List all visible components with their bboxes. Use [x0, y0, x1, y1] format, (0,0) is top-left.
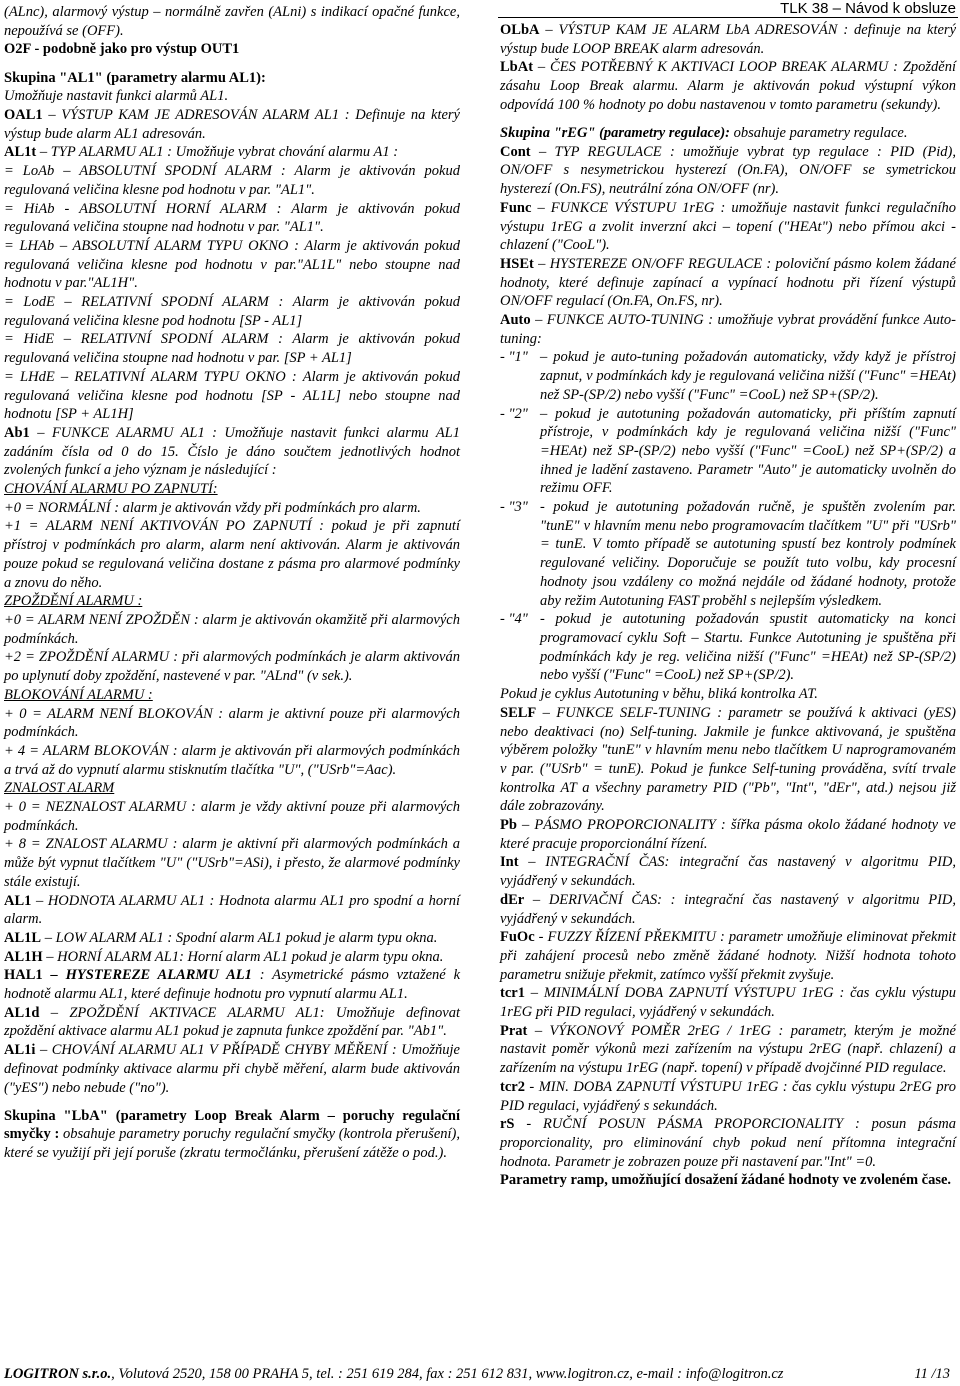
param-term: Cont: [500, 143, 531, 160]
param-desc: – FUNKCE VÝSTUPU 1rEG : umožňuje nastavit funkci regulačního výstupu 1rEG a zvolit inverzní akci – topení ("HEAt") nebo přímou akci - chlazení ("CooL").: [500, 199, 956, 254]
section-intro-reg: obsahuje parametry regulace.: [729, 125, 908, 142]
param-term: AL1: [4, 892, 32, 909]
param-desc: - MIN. DOBA ZAPNUTÍ VÝSTUPU 1rEG : čas cyklu výstupu 2rEG pro PID regulaci, vyjádřený s sekundách.: [500, 1078, 956, 1114]
section-heading-ramp: Parametry ramp, umožňující dosažení žádané hodnoty ve zvoleném čase.: [500, 1172, 952, 1189]
param-olba: [500, 21, 956, 58]
param-tcr1: [500, 984, 956, 1021]
list-marker: - "1": [500, 349, 528, 366]
param-desc: – CHOVÁNÍ ALARMU AL1 V PŘÍPADĚ CHYBY MĚŘENÍ : Umožňuje definovat podmínky aktivace alarmu při chybě měření, alarm bude aktivován ("yES") nebo nebude ("no").: [4, 1042, 460, 1096]
section-heading-reg: Skupina "rEG" (parametry regulace):: [500, 125, 730, 142]
param-desc: – FUNKCE ALARMU AL1 : Umožňuje nastavit funkci alarmu AL1 zadáním čísla od 0 do 15. Číslo je dáno součtem jednotlivých hodnot zvolených funkcí a jeho význam je následující :: [4, 424, 460, 479]
subheading-chovani: CHOVÁNÍ ALARMU PO ZAPNUTÍ:: [4, 481, 218, 498]
param-term: Pb: [500, 817, 517, 834]
param-desc: – LOW ALARM AL1 : Spodní alarm AL1 pokud je alarm typu okna.: [41, 929, 438, 946]
param-term: AL1d: [4, 1004, 40, 1021]
param-term: OLbA: [500, 22, 540, 38]
option-hiab: = HiAb - ABSOLUTNÍ HORNÍ ALARM : Alarm je aktivován pokud regulovaná veličina stoupne nad hodnotu v par. "AL1".: [4, 200, 460, 236]
option-hide: = HidE – RELATIVNÍ SPODNÍ ALARM : Alarm je aktivován pokud regulovaná veličina stoupne nad hodnotu v par. [SP + AL1]: [4, 331, 460, 367]
list-item: [500, 348, 956, 404]
list-marker: - "4": [500, 611, 528, 628]
param-int: [500, 853, 956, 890]
param-der: [500, 891, 956, 928]
list-text: – pokud je auto-tuning požadován automaticky, vždy když je přístroj zapnut, v podmínkách kdy je regulovaná veličina nižší ("Func" =HEAt) než SP-(SP/2) nebo vyšší ("Func" =CooL) než SP+(SP/2).: [540, 349, 956, 403]
list-item: [500, 498, 956, 610]
list-item: [500, 405, 956, 499]
section-intro-lba: obsahuje parametry poruchy regulační smyčky (kontrola přerušení), které se využijí při její poruše (zkratu termočlánku, přerušení zátěže o pod.).: [4, 1126, 460, 1162]
option-ch1: +1 = ALARM NENÍ AKTIVOVÁN PO ZAPNUTÍ : pokud je při zapnutí přístroj v podmínkách pro alarm, alarm není aktivován. Alarm je aktivován pouze pokud se regulovaná veličina dostane z pásma pro alarmové podmínky a znovu do něho.: [4, 518, 460, 591]
param-term: AL1t: [4, 144, 37, 161]
param-pb: [500, 816, 956, 853]
option-zp2: +2 = ZPOŽDĚNÍ ALARMU : při alarmových podmínkách je alarm aktivován po uplynutí doby zpoždění, nastevené v par. "ALnd" (v sek.).: [4, 649, 460, 685]
param-desc: – DERIVAČNÍ ČAS: : integrační čas nastavený v algoritmu PID, vyjádřený v sekundách.: [500, 891, 956, 927]
page-footer: [4, 1365, 956, 1383]
param-term: Int: [500, 854, 519, 871]
footer-company: LOGITRON s.r.o.: [4, 1366, 112, 1382]
option-zn0: + 0 = NEZNALOST ALARMU : alarm je vždy aktivní pouze při alarmových podmínkách.: [4, 799, 460, 834]
list-text: – pokud je autotuning požadován automaticky, při příštím zapnutí přístroje, v podmínkách kdy je regulovaná veličina nižší ("Func" =HEAt) než SP-(SP/2) nebo vyšší ("Func" =CooL) než SP+(SP/2) a ihned je ladění zastaveno. Parametr "Auto" je automaticky uvolněn do režimu OFF.: [540, 405, 956, 497]
option-lhde: = LHdE – RELATIVNÍ ALARM TYPU OKNO : Alarm je aktivován pokud regulovaná veličina klesne pod hodnotu [SP - AL1L] nebo stoupne nad hodnotu [SP + AL1H]: [4, 368, 460, 423]
param-desc: – VÝKONOVÝ POMĚR 2rEG / 1rEG : parametr, kterým je možné nastavit poměr výkonů mezi zařízením na výstupu 2rEG (např. chlazení) a zařízením na výstupu 1rEG (např. topení) v případě dvojčinné PID regulace.: [500, 1022, 956, 1077]
option-zn8: + 8 = ZNALOST ALARMU : alarm je aktivní při alarmových podmínkách a může být vypnut tlačítkem "U" ("USrb"=ASi), i přesto, že alarmové podmínky stále existují.: [4, 836, 460, 890]
param-desc: – HYSTEREZE ON/OFF REGULACE : poloviční pásmo kolem žádané hodnoty, které definuje zapínací a vypínací hodnotu při řízení výstupů ON/OFF regulací (On.FA, On.FS, nr).: [500, 255, 956, 310]
param-func: [500, 199, 956, 255]
list-item: [500, 610, 956, 685]
subheading-znalost: ZNALOST ALARM: [4, 780, 115, 797]
param-desc: : Asymetrické pásmo vztažené k hodnotě alarmu AL1, které definuje hodnotu pro vypnutí alarmu AL1.: [4, 967, 461, 1003]
param-term: AL1H: [4, 948, 43, 965]
param-desc: – FUNKCE SELF-TUNING : parametr se používá k aktivaci (yES) nebo deaktivaci (no) Self-tuning. Jakmile je funkce aktivovaná, je spuštěna výběrem položky "tunE" v hlavním menu nebo tlačítkem U naprogramovaném v par. ("USrb" = tunE). Pokud je funkce Self-tuning prováděna, svítí trvale kontrolka AT a všechny parametry PID ("Pb", "Int", "dEr", atd.) nejsou již dále zobrazovány.: [500, 704, 956, 815]
param-desc: – PÁSMO PROPORCIONALITY : šířka pásma okolo žádané hodnoty ve které pracuje proporcionální řízení.: [500, 817, 956, 852]
page-header: TLK 38 – Návod k obsluze: [780, 0, 956, 17]
param-al1h: [4, 948, 460, 967]
param-term: AL1L: [4, 929, 42, 946]
param-hset: [500, 255, 956, 311]
param-term: LbAt: [500, 59, 534, 76]
param-desc: – TYP ALARMU AL1 : Umožňuje vybrat chování alarmu A1 :: [36, 144, 399, 161]
param-desc: – HODNOTA ALARMU AL1 : Hodnota alarmu AL1 pro spodní a horní alarm.: [4, 892, 460, 928]
param-desc: – INTEGRAČNÍ ČAS: integrační čas nastavený v algoritmu PID, vyjádřený v sekundách.: [500, 854, 956, 890]
param-desc: – FUNKCE AUTO-TUNING : umožňuje vybrat provádění funkce Auto-tuning:: [500, 312, 956, 347]
param-self: [500, 704, 956, 816]
param-title: – HYSTEREZE ALARMU AL1: [42, 967, 252, 984]
param-oal1: [4, 106, 460, 143]
auto-options-list: [500, 348, 956, 685]
param-term: rS: [500, 1116, 515, 1133]
param-term: tcr2: [500, 1078, 525, 1095]
section-heading-lba: Skupina "LbA" (parametry Loop Break Alarm – poruchy regulační smyčky :: [4, 1107, 460, 1143]
param-al1d: [4, 1004, 460, 1041]
option-zp0: +0 = ALARM NENÍ ZPOŽDĚN : alarm je aktivován okamžitě při alarmových podmínkách.: [4, 612, 460, 647]
param-desc: – ZPOŽDĚNÍ AKTIVACE ALARMU AL1: Umožňuje definovat zpoždění aktivace alarmu AL1 pokud je zapnuta funkce zpoždění par. "Ab1".: [4, 1004, 460, 1040]
left-column: [4, 3, 460, 1163]
param-al1i: [4, 1041, 460, 1097]
subheading-blokovani: BLOKOVÁNÍ ALARMU :: [4, 686, 153, 703]
param-prat: [500, 1022, 956, 1078]
section-intro-al1: Umožňuje nastavit funkci alarmů AL1.: [4, 88, 229, 105]
param-term: SELF: [500, 704, 537, 721]
list-marker: - "2": [500, 405, 528, 422]
param-desc: – TYP REGULACE : umožňuje vybrat typ regulace : PID (Pid), ON/OFF s nesymetrickou hysterezí (On.FA), ON/OFF se symetrickou hysterezí (On.FS), neutrální zóna ON/OFF (nr).: [500, 143, 956, 198]
param-term: dEr: [500, 891, 525, 908]
param-term: Ab1: [4, 424, 30, 441]
option-ch0: +0 = NORMÁLNÍ : alarm je aktivován vždy při podmínkách pro alarm.: [4, 499, 421, 516]
param-lbat: [500, 58, 956, 114]
param-auto: [500, 311, 956, 348]
section-lba: [4, 1107, 460, 1163]
right-column: [500, 21, 956, 1190]
param-desc: – VÝSTUP KAM JE ALARM LbA ADRESOVÁN : definuje na který výstup bude LOOP BREAK alarm adresován.: [500, 22, 956, 57]
param-al1: [4, 892, 460, 929]
param-al1l: [4, 929, 460, 948]
param-ab1: [4, 424, 460, 480]
param-hal1: [4, 966, 460, 1003]
section-heading-al1: Skupina "AL1" (parametry alarmu AL1):: [4, 69, 266, 86]
param-term: HAL1: [4, 967, 43, 984]
option-bl4: + 4 = ALARM BLOKOVÁN : alarm je aktivován při alarmových podmínkách a trvá až do vypnutí alarmu stisknutím tlačítka "U", ("USrb"=Aac).: [4, 742, 460, 778]
param-term: tcr1: [500, 985, 525, 1002]
param-term: OAL1: [4, 107, 43, 124]
auto-note: Pokud je cyklus Autotuning v běhu, bliká kontrolka AT.: [500, 686, 818, 703]
param-term: AL1i: [4, 1042, 36, 1059]
section-reg: [500, 124, 956, 143]
param-desc: - RUČNÍ POSUN PÁSMA PROPORCIONALITY : posun pásma proporcionality, pro eliminování chyb pokud není přítomna integrační hodnota. Parametr je zobrazen pouze při nastavení par."Int" =0.: [500, 1116, 956, 1170]
param-cont: [500, 143, 956, 199]
param-fuoc: [500, 928, 956, 984]
page-number: 11 /13: [914, 1366, 950, 1382]
param-desc: – HORNÍ ALARM AL1: Horní alarm AL1 pokud je alarm typu okna.: [42, 948, 444, 965]
param-desc: – MINIMÁLNÍ DOBA ZAPNUTÍ VÝSTUPU 1rEG : čas cyklu výstupu 1rEG při PID regulaci, vyjádřený v sekundách.: [500, 985, 956, 1021]
param-al1t: [4, 143, 460, 162]
param-rs: [500, 1115, 956, 1171]
param-desc: - FUZZY ŘÍZENÍ PŘEKMITU : parametr umožňuje eliminovat překmit při zahájení procesů nebo změně žádané hodnoty. Nižší hodnota tohoto parametru snižuje překmit, zatímco vyšší překmit zvyšuje.: [500, 929, 956, 983]
param-desc: – ČES POTŘEBNÝ K AKTIVACI LOOP BREAK ALARMU : Zpoždění zásahu Loop Break alarmu. Alarm je aktivován pokud výstupní výkon odpovídá 100 % hodnoty po dobu nastavenou v tomto parametru (sekundy).: [500, 59, 956, 113]
header-rule: [498, 17, 958, 18]
list-marker: - "3": [500, 499, 528, 516]
paragraph-alnc: (ALnc), alarmový výstup – normálně zavřen (ALni) s indikací opačné funkce, nepoužívá se (OFF).: [4, 4, 460, 39]
param-term: Auto: [500, 312, 531, 329]
param-desc: – VÝSTUP KAM JE ADRESOVÁN ALARM AL1 : Definuje na který výstup bude alarm AL1 adresován.: [4, 107, 460, 142]
footer-contact: , Volutová 2520, 158 00 PRAHA 5, tel. : 251 619 284, fax : 251 612 831, www.logitron.cz, e-mail : info@logitron.cz: [111, 1366, 784, 1382]
param-term: FuOc: [500, 929, 535, 946]
option-bl0: + 0 = ALARM NENÍ BLOKOVÁN : alarm je aktivní pouze při alarmových podmínkách.: [4, 705, 460, 741]
option-lode: = LodE – RELATIVNÍ SPODNÍ ALARM : Alarm je aktivován pokud regulovaná veličina klesne pod hodnotu [SP - AL1]: [4, 294, 460, 329]
option-loab: = LoAb – ABSOLUTNÍ SPODNÍ ALARM : Alarm je aktivován pokud regulovaná veličina klesne pod hodnotu v par. "AL1".: [4, 163, 460, 198]
subheading-zpozdeni: ZPOŽDĚNÍ ALARMU :: [4, 593, 143, 610]
list-text: - pokud je autotuning požadován spustit automaticky na konci programovací cyklu Soft – Startu. Funkce Autotuning je spuštěna při podmínkách kdy je reg. veličina nižší ("Func" =HEAt) než SP-(SP/2) nebo vyšší ("Func" =CooL) než SP+(SP/2).: [540, 611, 956, 684]
param-term: HSEt: [500, 255, 534, 272]
param-tcr2: [500, 1078, 956, 1115]
list-text: - pokud je autotuning požadován ručně, je spuštěn zvolením par. "tunE" v hlavním menu nebo programovacím tlačítkem "U" při "USrb" = tunE. V tomto případě se autotuning spustí bez kontroly podmínek regulované veličiny. Doporučuje se použít tuto volbu, kdy procesní hodnoty jsou vzdáleny co možná nejdále od žádané hodnoty, protože aby režim Autotuning FAST proběhl s nejlepším výsledkem.: [540, 499, 956, 609]
option-lhab: = LHAb – ABSOLUTNÍ ALARM TYPU OKNO : Alarm je aktivován pokud regulovaná veličina klesne pod hodnotu v par."AL1L" nebo stoupne nad hodnotu v par."AL1H".: [4, 237, 460, 292]
paragraph-o2f: O2F - podobně jako pro výstup OUT1: [4, 41, 240, 58]
param-term: Prat: [500, 1022, 528, 1039]
param-term: Func: [500, 199, 532, 216]
